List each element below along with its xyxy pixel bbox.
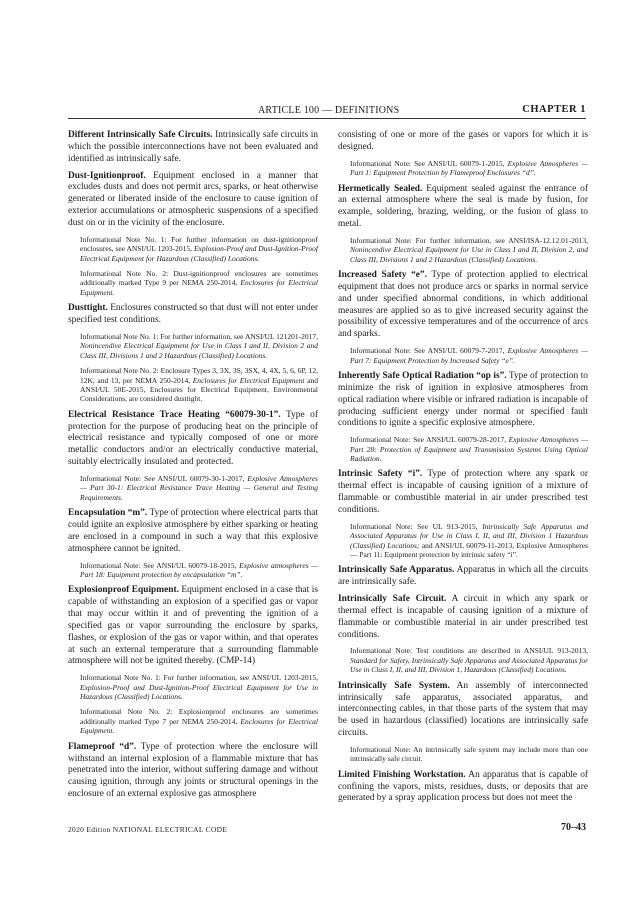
note-citation: Enclosures for Electrical Equipment.	[80, 716, 319, 736]
definition-paragraph	[338, 565, 588, 589]
informational-note	[80, 366, 318, 404]
note-citation: Enclosures for Electrical Equipment.	[80, 278, 319, 297]
informational-note	[80, 707, 318, 735]
definition-paragraph	[68, 410, 318, 469]
definition-paragraph	[338, 770, 588, 806]
note-text: Informational Note No. 1: For further information, see ANSI/UL 1203-2015,	[80, 673, 318, 683]
definition-text: Equipment enclosed in a manner that excludes dusts and does not permit arcs, sparks, or heat otherwise generated or liberated inside of the enclosure to cause ignition of exterior accumulations or atmospheric suspensions of a specified dust on or in the vicinity of the enclosure.	[68, 170, 318, 228]
definition-text: Apparatus in which all the circuits are intrinsically safe.	[338, 565, 588, 588]
definition-term: Limited Finishing Workstation.	[338, 769, 466, 780]
header-rule	[68, 118, 586, 119]
definition-paragraph	[68, 508, 318, 555]
informational-note	[350, 435, 588, 463]
note-citation: Explosive Atmospheres — Part 1: Equipment Protection by Flameproof Enclosures “d”.	[350, 158, 588, 178]
definition-paragraph	[68, 742, 318, 801]
definition-text: Type of protection where any spark or thermal effect is incapable of causing ignition of a mixture of flammable or combustible material in air under prescribed test conditions.	[338, 469, 588, 515]
informational-note	[350, 159, 588, 178]
note-text: Informational Note No. 2: Dust-ignitionproof enclosures are sometimes additionally marked Type 9 per NEMA 250-2014,	[80, 268, 318, 288]
informational-note	[80, 235, 318, 263]
chapter-label: CHAPTER 1	[522, 104, 586, 115]
note-citation: Nonincendive Electrical Equipment for Use in Class I and II, Division 2 and Class III, Divisions 1 and 2 Hazardous (Classified) Locations.	[80, 341, 318, 360]
informational-note	[350, 522, 588, 560]
definition-text: An assembly of interconnected intrinsically safe apparatus, associated apparatus, and interconnecting cables, in that those parts of the system that may be used in hazardous (classified) locations are intrinsically safe circuits.	[338, 680, 588, 739]
note-citation: Intrinsically Safe Apparatus and Associated Apparatus for Use in Class I, II, and III, Division 1 Hazardous (Classified) Locations;	[350, 521, 588, 550]
note-text: Informational Note: See ANSI/UL 60079-7-2017,	[350, 346, 508, 356]
note-text: Informational Note: See ANSI/UL 60079-30-1-2017,	[80, 473, 248, 483]
definition-text: Type of protection where electrical parts that could ignite an explosive atmosphere by either sparking or heating are enclosed in a compound in such a way that this explosive atmosphere cannot be ignited.	[68, 508, 318, 554]
note-text: and ANSI/UL 50E-2015, Enclosures for Electrical Equipment, Environmental Considerations, are considered dusttight.	[80, 375, 318, 404]
note-text: Informational Note: See ANSI/UL 60079-1-2015,	[350, 158, 508, 168]
definition-term: Intrinsically Safe System.	[338, 680, 450, 691]
definition-text: A circuit in which any spark or thermal effect is incapable of causing ignition of a mixture of flammable or combustible material in air under prescribed test conditions.	[338, 594, 588, 640]
definition-term: Explosionproof Equipment.	[68, 585, 179, 596]
definition-term: Intrinsically Safe Apparatus.	[338, 565, 455, 576]
definition-paragraph	[68, 303, 318, 327]
definition-paragraph	[68, 585, 318, 668]
definition-term: Flameproof “d”.	[68, 741, 137, 752]
note-text: Informational Note No. 1: For further information, see ANSI/UL 121201-2017,	[80, 331, 319, 341]
note-text: Informational Note: An intrinsically safe system may include more than one intrinsically safe circuit.	[350, 744, 588, 764]
definition-text: Type of protection where the enclosure will withstand an internal explosion of a flammable mixture that has penetrated into the interior, without suffering damage and without causing ignition, through any joints or structural openings in the enclosure of an external explosive gas atmosphere	[68, 741, 318, 800]
note-citation: Explosive Atmospheres — Part 28: Protection of Equipment and Transmission Systems Using Optical Radiation.	[350, 435, 588, 463]
definition-text: Equipment enclosed in a case that is capable of withstanding an explosion of a specified gas or vapor that may occur within it and of preventing the ignition of a specified gas or vapor surrounding the enclosure by sparks, flashes, or explosion of the gas or vapor within, and that operates at such an external temperature that a surrounding flammable atmosphere will not be ignited thereby. (CMP-14)	[68, 585, 318, 667]
definition-term: Inherently Safe Optical Radiation “op is”.	[338, 370, 507, 381]
note-text: Informational Note: Test conditions are described in ANSI/UL 913-2013,	[350, 646, 588, 656]
definition-paragraph	[338, 130, 588, 154]
definition-term: Encapsulation “m”.	[68, 508, 148, 519]
definition-text: Intrinsically safe circuits in which the possible interconnections have not been evaluated and identified as intrinsically safe.	[68, 130, 318, 164]
article-header: ARTICLE 100 — DEFINITIONS	[258, 105, 400, 116]
note-citation: Explosion-Proof and Dust-Ignition-Proof Electrical Equipment for Hazardous (Classified) Locations.	[80, 244, 318, 263]
note-text: Informational Note No. 2: Explosionproof enclosures are sometimes additionally marked Type 7 per NEMA 250-2014,	[80, 707, 318, 726]
definition-text: Type of protection for the purpose of producing heat on the principle of electrical resistance and typically composed of one or more metallic conductors and/or an electrically conductive material, suitably electrically insulated and protected.	[68, 409, 318, 468]
note-text: Informational Note: See ANSI/UL 60079-28-2017,	[350, 435, 509, 445]
left-column	[68, 130, 318, 806]
informational-note	[80, 561, 318, 580]
note-citation: Explosive atmospheres — Part 18: Equipment protection by encapsulation “m”.	[80, 560, 318, 579]
definition-paragraph	[338, 469, 588, 516]
informational-note	[80, 474, 318, 502]
note-citation: Nonincendive Electrical Equipment for Use in Class I and II, Division 2, and Class III, Divisions 1 and 2 Hazardous (Classified) Locations.	[350, 245, 588, 264]
definition-term: Intrinsic Safety “i”.	[338, 469, 423, 480]
note-text: Informational Note: For further information, see ANSI/ISA-12.12.01-2013,	[350, 235, 588, 245]
definition-paragraph	[338, 270, 588, 341]
definition-term: Dust-Ignitionproof.	[68, 170, 146, 181]
informational-note	[80, 269, 318, 297]
definition-paragraph	[338, 594, 588, 641]
informational-note	[80, 673, 318, 701]
note-text: Informational Note No. 1: For further information on dust-ignitionproof enclosures, see ANSI/UL 1203-2015,	[80, 234, 318, 254]
definition-term: Different Intrinsically Safe Circuits.	[68, 130, 213, 140]
note-text: Informational Note No. 2: Enclosure Types 3, 3X, 3S, 3SX, 4, 4X, 5, 6, 6P, 12, 12K, and 13, per NEMA 250-2014,	[80, 366, 318, 385]
definition-text: Type of protection applied to electrical equipment that does not produce arcs or sparks in normal service and under specified abnormal conditions, in which additional measures are applied so as to give increased security against the possibility of excessive temperatures and of the occurrence of arcs and sparks.	[338, 270, 588, 340]
informational-note	[350, 346, 588, 365]
definition-term: Electrical Resistance Trace Heating “60079-30-1”.	[68, 409, 281, 420]
note-citation: Explosive Atmospheres — Part 30-1: Electrical Resistance Trace Heating — General and Testing Requirements.	[80, 473, 318, 502]
note-citation: Enclosures for Electrical Equipment	[192, 375, 305, 385]
definition-paragraph	[338, 681, 588, 740]
definition-paragraph	[338, 184, 588, 231]
definition-text: Type of protection to minimize the risk of ignition in explosive atmospheres from optical radiation where visible or infrared radiation is incapable of producing sufficient energy under normal or specified fault conditions to ignite a specific explosive atmosphere.	[338, 370, 588, 429]
definition-paragraph	[68, 171, 318, 230]
definition-text: Equipment sealed against the entrance of an external atmosphere where the seal is made by fusion, for example, soldering, brazing, welding, or the fusion of glass to metal.	[338, 183, 588, 230]
right-column	[338, 130, 588, 810]
informational-note	[350, 646, 588, 674]
definition-term: Increased Safety “e”.	[338, 270, 427, 281]
definition-term: Dusttight.	[68, 303, 108, 314]
informational-note	[350, 236, 588, 264]
informational-note	[350, 745, 588, 764]
definition-term: Intrinsically Safe Circuit.	[338, 594, 447, 605]
informational-note	[80, 332, 318, 360]
definition-text: An apparatus that is capable of confining the vapors, mists, residues, dusts, or deposits that are generated by a spray application process but does not meet the	[338, 769, 588, 804]
definition-text: Enclosures constructed so that dust will not enter under specified test conditions.	[68, 303, 318, 326]
note-citation: Explosive Atmospheres — Part 7: Equipment Protection by Increased Safety “e”.	[350, 346, 588, 365]
note-text: Informational Note: See UL 913-2015,	[350, 521, 483, 531]
note-text: Informational Note: See ANSI/UL 60079-18-2015,	[80, 560, 240, 570]
page-number: 70–43	[561, 822, 586, 833]
footer-edition: 2020 Edition NATIONAL ELECTRICAL CODE	[68, 825, 228, 834]
definition-text: consisting of one or more of the gases or vapors for which it is designed.	[338, 130, 588, 152]
definition-term: Hermetically Sealed.	[338, 183, 423, 194]
note-text: and ANSI/UL 60079-11-2013, Explosive Atmospheres — Part 11: Equipment protection by intrinsic safety “i”.	[350, 540, 588, 559]
definition-paragraph	[338, 371, 588, 430]
note-citation: Standard for Safety, Intrinsically Safe Apparatus and Associated Apparatus for Use in Class I, II, and III, Division 1, Hazardous (Classified) Locations.	[350, 655, 588, 675]
note-citation: Explosion-Proof and Dust-Ignition-Proof Electrical Equipment for Use in Hazardous (Classified) Locations.	[80, 682, 318, 702]
definition-paragraph	[68, 130, 318, 166]
